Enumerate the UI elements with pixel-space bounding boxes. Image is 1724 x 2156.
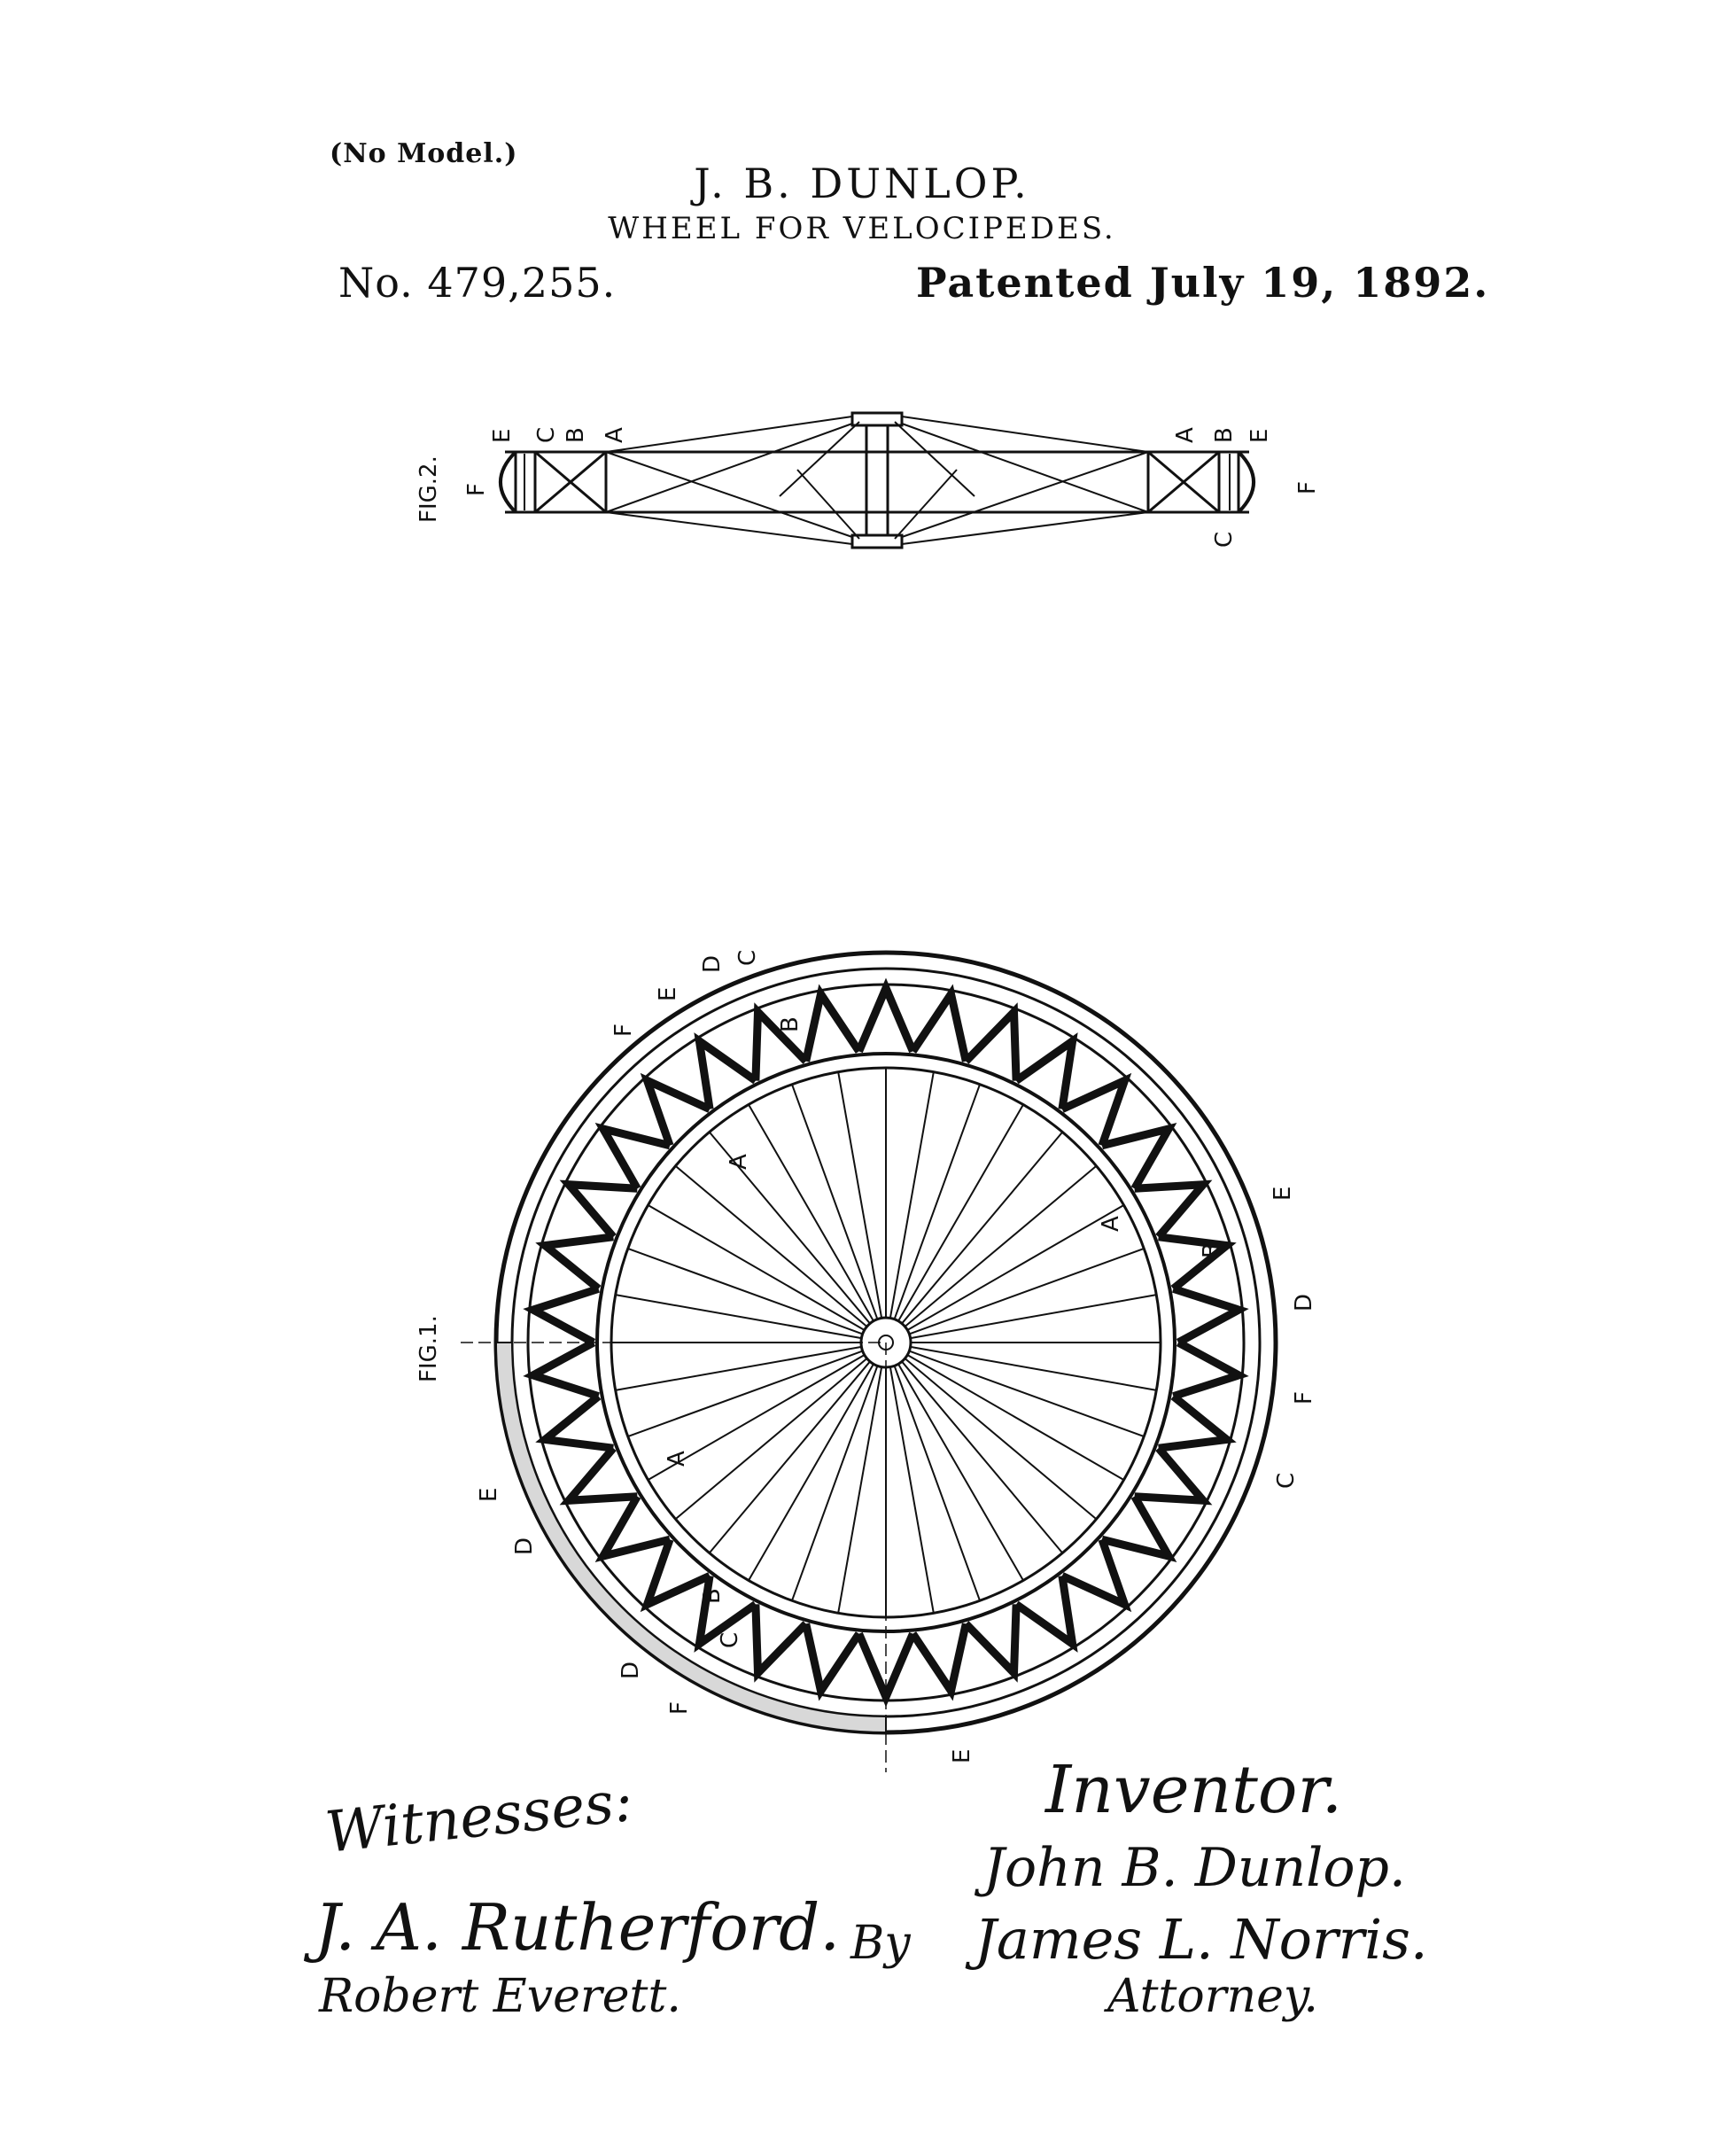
fig1-label-a-lower: A xyxy=(664,1451,690,1467)
fig1-label-c-right: C xyxy=(1273,1472,1300,1489)
fig2-label-f-left: F xyxy=(463,483,490,496)
witness-2-signature: Robert Everett. xyxy=(319,1970,681,2023)
inventor-heading: Inventor. xyxy=(1045,1752,1343,1828)
fig1-label-b-top: B xyxy=(777,1016,804,1032)
inventor-signature: John B. Dunlop. xyxy=(983,1837,1406,1899)
fig1-label-d-right: D xyxy=(1291,1293,1317,1312)
fig1-label-a-top: A xyxy=(726,1154,752,1170)
fig2-label-a-left: A xyxy=(602,427,628,443)
fig2-label-c-right: C xyxy=(1211,531,1238,548)
fig1-label-a-right: A xyxy=(1098,1216,1124,1232)
witnesses-heading: Witnesses: xyxy=(322,1768,636,1866)
fig2-label-f-right: F xyxy=(1294,481,1321,494)
fig1-label-b-right: B xyxy=(1199,1242,1225,1258)
fig1-label-e-top: E xyxy=(655,986,681,1001)
fig2-label-b-left: B xyxy=(563,427,589,443)
fig1-label-e-left: E xyxy=(476,1487,502,1502)
fig2-label-c-left: C xyxy=(533,426,560,443)
fig2-label-e-left: E xyxy=(489,428,516,443)
fig2-caption: FIG.2. xyxy=(415,455,442,523)
fig1-label-f-right: F xyxy=(1291,1391,1317,1405)
patent-number: No. 479,255. xyxy=(338,259,617,307)
fig1-label-d-top: D xyxy=(699,954,726,973)
by-label: By xyxy=(850,1917,911,1970)
fig1-label-e-right: E xyxy=(1270,1186,1296,1201)
patent-date: Patented July 19, 1892. xyxy=(916,259,1490,307)
attorney-signature: James L. Norris. xyxy=(975,1907,1428,1972)
fig1-label-f-top: F xyxy=(610,1024,637,1037)
fig1-label-b-lower: B xyxy=(699,1588,726,1604)
witness-1-signature: J. A. Rutherford. xyxy=(315,1890,841,1965)
fig1-label-f-lower: F xyxy=(666,1701,693,1715)
fig1-caption: FIG.1. xyxy=(415,1315,442,1382)
fig2-label-a-right: A xyxy=(1172,427,1199,443)
attorney-heading: Attorney. xyxy=(1107,1970,1318,2023)
invention-title: WHEEL FOR VELOCIPEDES. xyxy=(608,211,1116,246)
fig1-label-d-left: D xyxy=(511,1537,538,1555)
fig1-label-c-lower: C xyxy=(717,1631,743,1648)
fig1-label-d-lower: D xyxy=(617,1661,644,1679)
fig1-label-c-top: C xyxy=(734,949,761,966)
fig1-label-e-bottom: E xyxy=(949,1748,975,1763)
inventor-name: J. B. DUNLOP. xyxy=(694,160,1030,207)
model-note: (No Model.) xyxy=(330,138,518,169)
fig2-label-e-right: E xyxy=(1246,428,1273,443)
fig2-label-b-right: B xyxy=(1211,427,1238,443)
